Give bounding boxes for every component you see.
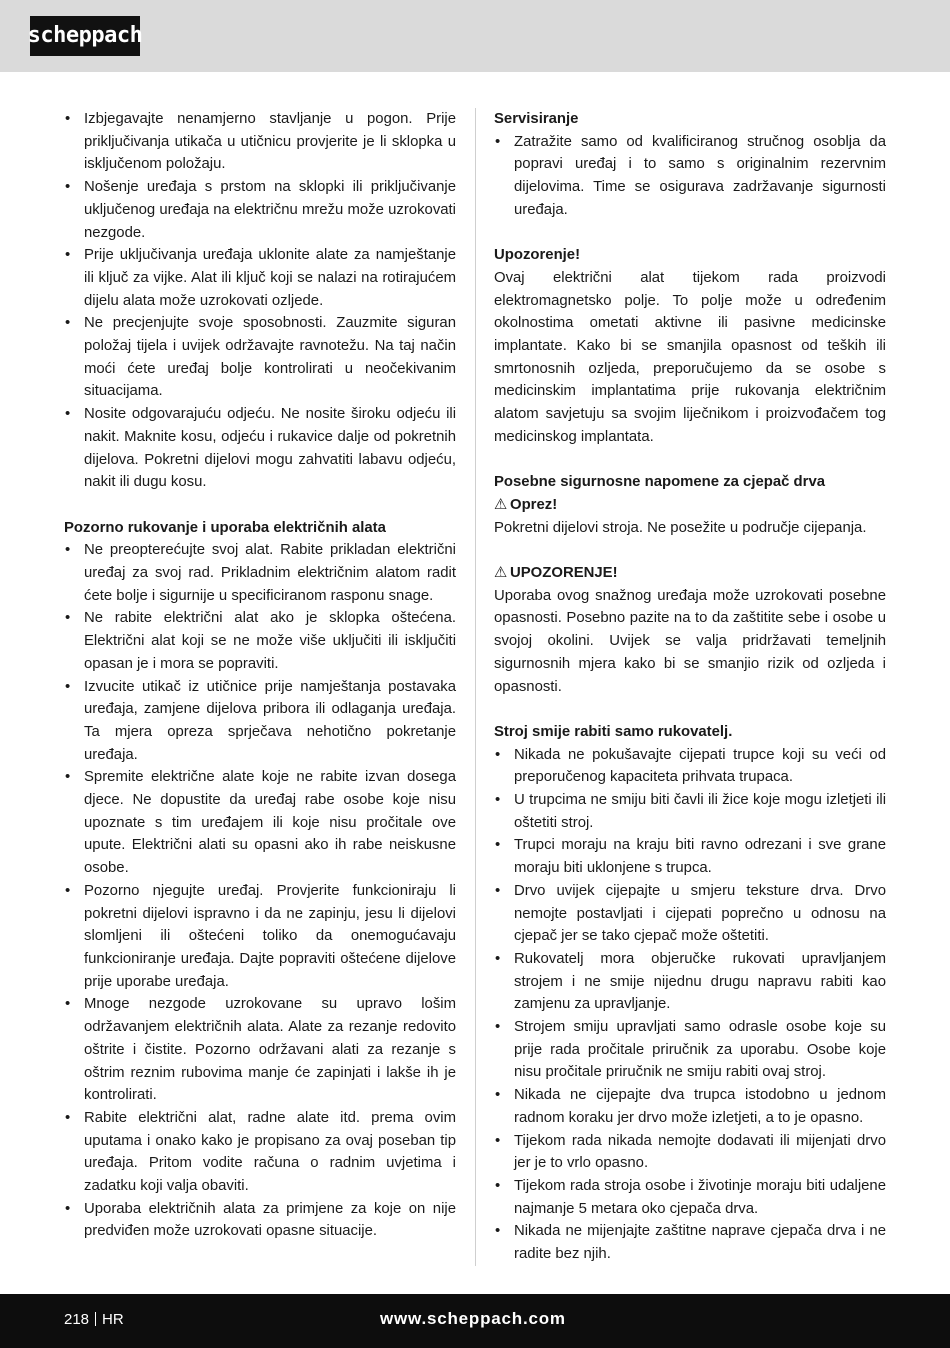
page-indicator (64, 1310, 124, 1330)
operator-list (494, 744, 886, 1266)
list-item: • Tijekom rada nikada nemojte dodavati ili mijenjati drvo jer je to vrlo opasno. (494, 1130, 886, 1175)
list-item: • Pozorno njegujte uređaj. Provjerite funkcioniraju li pokretni dijelovi ispravno i da ne zapinju, jesu li dijelovi slomljeni ili oštećeni toliko da onemogućavaju funkcioniranje uređaja. Dajte popraviti oštećene dijelove prije uporabe uređaja. (64, 880, 456, 994)
warning-paragraph: Ovaj električni alat tijekom rada proizvodi elektromagnetsko polje. To polje može u određenim okolnostima ometati aktivne ili pasivne medicinske implantate. Kako bi se smanjila opasnost od teških ili smrtonosnih ozljeda, preporučujemo da se osobe s medicinskim implantatima prije rukovanja električnim alatom savjetuju sa svojim liječnikom i proizvođačem tog medicinskog implantata. (494, 269, 886, 445)
list-item: • Rukovatelj mora objeručke rukovati upravljanjem strojem i ne smije nijednu drugu napravu rabiti kao zamjenu za upravljanje. (494, 948, 886, 1016)
left-column (64, 108, 456, 1243)
list-item: • Trupci moraju na kraju biti ravno odrezani i sve grane moraju biti uklonjene s trupca. (494, 834, 886, 879)
list-item: • Nikada ne cijepajte dva trupca istodobno u jednom radnom koraku jer drvo može izletjeti, a to je opasno. (494, 1084, 886, 1129)
list-item: • Ne preopterećujte svoj alat. Rabite prikladan električni uređaj za svoj rad. Prikladnim električnim alatom radit ćete bolje i sigurnije u specificiranom rasponu snage. (64, 539, 456, 607)
list-item: • Rabite električni alat, radne alate itd. prema ovim uputama i onako kako je propisano za ovaj poseban tip uređaja. Pritom vodite računa o radnim uvjetima i zadatku koji valja obaviti. (64, 1107, 456, 1198)
section-heading-log-splitter: Posebne sigurnosne napomene za cjepač drva (494, 474, 826, 491)
warning-triangle-icon: ⚠ (494, 565, 508, 582)
footer-band (0, 1294, 950, 1348)
spacer (494, 539, 886, 562)
list-item: • Nikada ne pokušavajte cijepati trupce koji su veći od preporučenog kapaciteta prihvata trupaca. (494, 744, 886, 789)
list-item: • Uporaba električnih alata za primjene za koje on nije predviđen može uzrokovati opasne situacije. (64, 1198, 456, 1243)
language-code: HR (102, 1311, 124, 1328)
spacer (494, 698, 886, 721)
servicing-list (494, 131, 886, 222)
section-heading-operator: Stroj smije rabiti samo rukovatelj. (494, 723, 733, 740)
big-warning-paragraph: Uporaba ovog snažnog uređaja može uzrokovati posebne opasnosti. Posebno pazite na to da zaštitite sebe i osobe u svojoj okolini. Uvijek se valja pridržavati temeljnih sigurnosnih mjera kako bi se smanjio rizik od ozljeda i opasnosti. (494, 587, 886, 695)
list-item: • Prije uključivanja uređaja uklonite alate za namještanje ili ključ za vijke. Alat ili ključ koji se nalazi na rotirajućem dijelu alata može uzrokovati ozljede. (64, 244, 456, 312)
list-item: • Nikada ne mijenjajte zaštitne naprave cjepača drva i ne radite bez njih. (494, 1220, 886, 1265)
caution-title: Oprez! (510, 496, 558, 513)
page-number: 218 (64, 1311, 90, 1328)
list-item: • U trupcima ne smiju biti čavli ili žice koje mogu izletjeti ili oštetiti stroj. (494, 789, 886, 834)
spacer (494, 222, 886, 245)
list-item: • Nosite odgovarajuću odjeću. Ne nosite široku odjeću ili nakit. Maknite kosu, odjeću i rukavice dalje od pokretnih dijelova. Pokretni dijelovi mogu zahvatiti labavu odjeću, nakit ili dugu kosu. (64, 403, 456, 494)
big-warning-heading (494, 562, 886, 585)
spacer (494, 449, 886, 472)
caution-heading (494, 494, 886, 517)
logo-text: scheppach (27, 23, 143, 48)
caution-paragraph: Pokretni dijelovi stroja. Ne posežite u područje cijepanja. (494, 519, 867, 536)
list-item: • Ne rabite električni alat ako je sklopka oštećena. Električni alat koji se ne može više uključiti ili isključiti opasan je i mora se popraviti. (64, 607, 456, 675)
list-item: • Ne precjenjujte svoje sposobnosti. Zauzmite siguran položaj tijela i uvijek održavajte ravnotežu. Na taj način moći ćete uređaj bolje kontrolirati u neočekivanim situacijama. (64, 312, 456, 403)
list-item: • Spremite električne alate koje ne rabite izvan dosega djece. Ne dopustite da uređaj rabe osobe koje nisu upoznate s tim uređajem ili koje nisu pročitale ove upute. Električni alati su opasni ako ih rabe neiskusne osobe. (64, 766, 456, 880)
section-heading-tool-use: Pozorno rukovanje i uporaba električnih alata (64, 519, 386, 536)
list-item: • Mnoge nezgode uzrokovane su upravo lošim održavanjem električnih alata. Alate za rezanje redovito oštrite i čistite. Pozorno održavani alati za rezanje s oštrim reznim rubovima manje će zapinjati i lakše ih je kontrolirati. (64, 993, 456, 1107)
section-heading-servicing: Servisiranje (494, 111, 579, 127)
separator (95, 1312, 96, 1326)
list-item: • Strojem smiju upravljati samo odrasle osobe koje su prije rada pročitale priručnik za uporabu. Osobe koje nisu pročitale priručnik ne smiju rabiti ovaj stroj. (494, 1016, 886, 1084)
scheppach-logo (27, 16, 143, 56)
list-item: • Izvucite utikač iz utičnice prije namještanja postavaka uređaja, zamjene dijelova pribora ili odlaganja uređaja. Ta mjera opreza sprječava nehotično pokretanje uređaja. (64, 676, 456, 767)
intro-safety-list (64, 108, 456, 494)
list-item: • Tijekom rada stroja osobe i životinje moraju biti udaljene najmanje 5 metara oko cjepača drva. (494, 1175, 886, 1220)
warning-triangle-icon: ⚠ (494, 496, 508, 513)
spacer (64, 494, 456, 517)
list-item: • Drvo uvijek cijepajte u smjeru teksture drva. Drvo nemojte postavljati i cijepati poprečno u odnosu na cjepač jer se tako cjepač može oštetiti. (494, 880, 886, 948)
column-divider (475, 108, 476, 1266)
list-item: • Zatražite samo od kvalificiranog stručnog osoblja da popravi uređaj i to samo s originalnim rezervnim dijelovima. Time se osigurava zadržavanje sigurnosti uređaja. (494, 131, 886, 222)
right-column (494, 108, 886, 1266)
header-band (0, 0, 950, 72)
warning-heading: Upozorenje! (494, 247, 581, 264)
list-item: • Nošenje uređaja s prstom na sklopki ili priključivanje uključenog uređaja na električnu mrežu može uzrokovati nezgode. (64, 176, 456, 244)
big-warning-title: UPOZORENJE! (510, 565, 618, 582)
list-item: • Izbjegavajte nenamjerno stavljanje u pogon. Prije priključivanja utikača u utičnicu provjerite je li sklopka u isključenom položaju. (64, 108, 456, 176)
tool-use-list (64, 539, 456, 1243)
website-url: www.scheppach.com (380, 1309, 566, 1328)
